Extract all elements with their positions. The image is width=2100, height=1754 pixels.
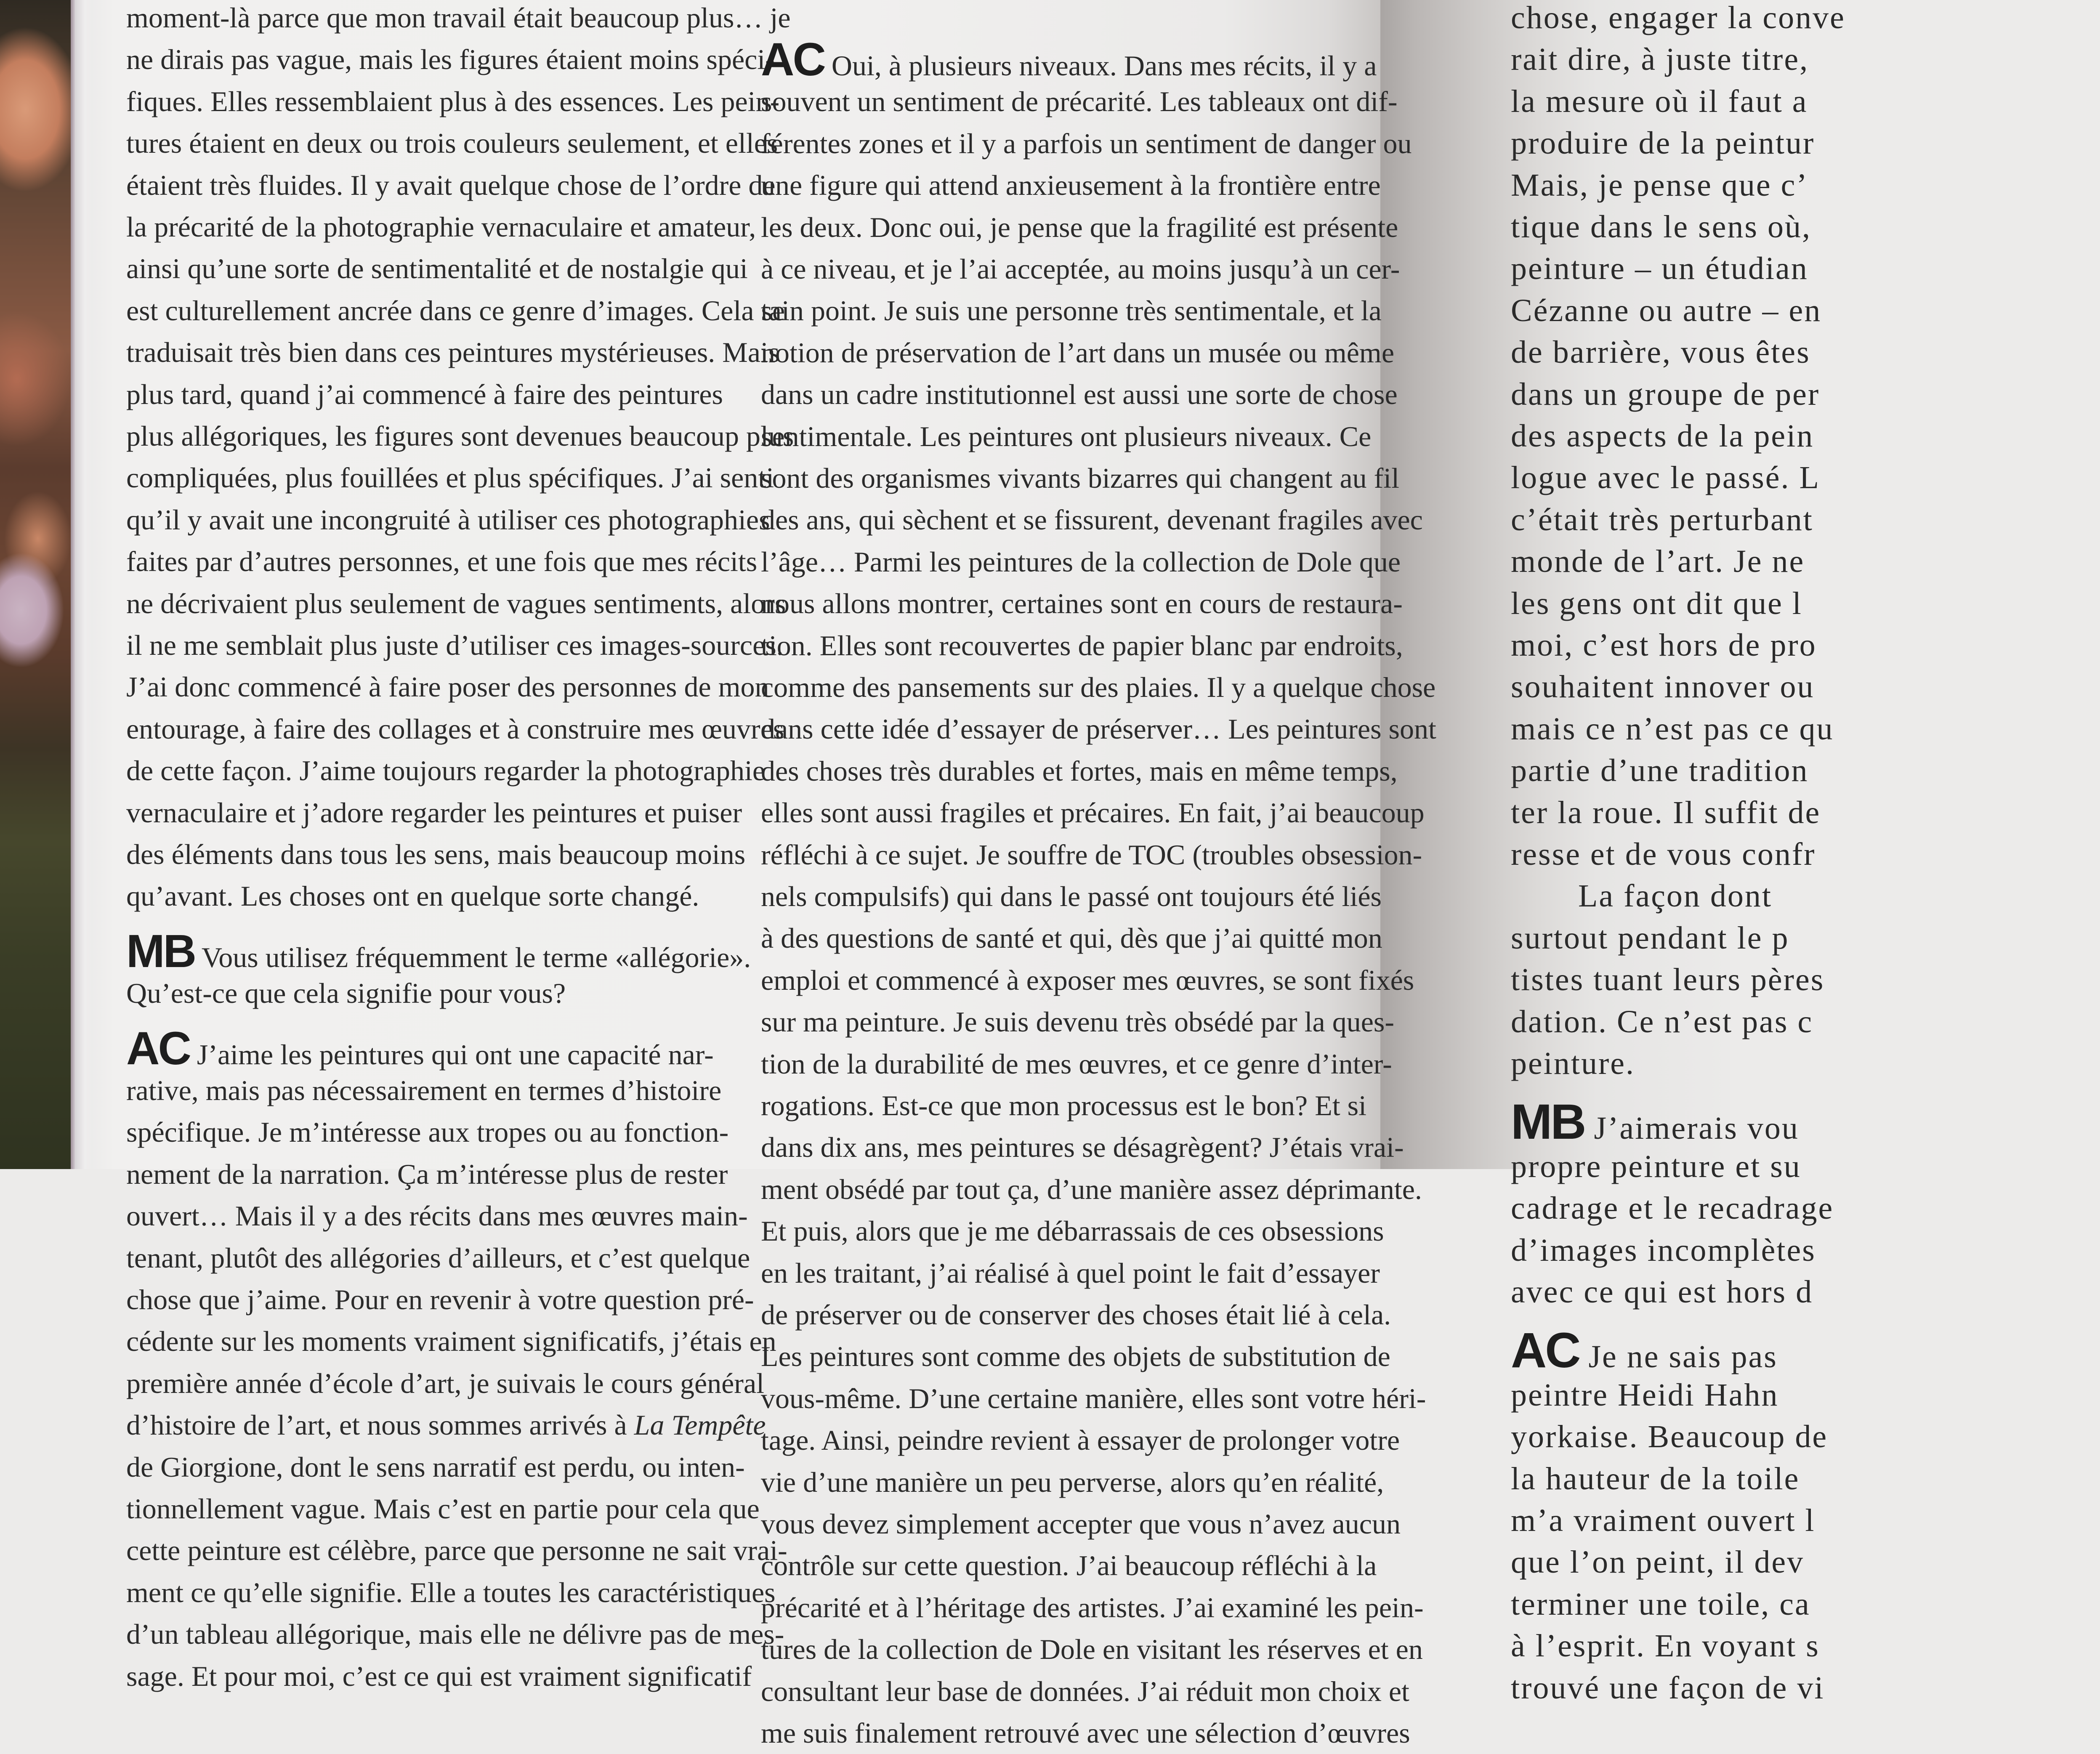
text-line: [126, 1195, 748, 1237]
text-line: [126, 708, 784, 750]
line-text: qu’il y avait une incongruité à utiliser ces photographies: [126, 503, 770, 536]
text-line: [126, 1153, 728, 1195]
right-page-clip: [1380, 0, 1845, 1706]
text-line: [126, 331, 780, 373]
text-line: [1511, 499, 2100, 541]
text-line: [761, 541, 1401, 583]
line-text: ne décrivaient plus seulement de vagues sentiments, alors: [126, 587, 786, 619]
line-text: Oui, à plusieurs niveaux. Dans mes récits, il y a: [831, 50, 1377, 82]
text-line: [761, 1670, 1409, 1712]
line-text: emploi et commencé à exposer mes œuvres, se sont fixés: [761, 964, 1414, 996]
text-line: [761, 248, 1400, 290]
text-line: [761, 750, 1398, 792]
text-line: [126, 247, 748, 290]
line-text: les gens ont dit que l: [1511, 585, 1802, 621]
text-line: [126, 1111, 729, 1153]
text-line: [1511, 708, 2100, 750]
text-line: [1511, 1374, 2100, 1416]
text-line: [761, 1252, 1380, 1294]
line-text: J’aime les peintures qui ont une capacité nar-: [197, 1038, 714, 1071]
line-text: il ne me semblait plus juste d’utiliser ces images-sources.: [126, 629, 784, 661]
text-line: [761, 415, 1372, 457]
text-line: [761, 1628, 1423, 1670]
text-line: [1511, 457, 2100, 499]
speaker-initials: AC: [1511, 1323, 1579, 1379]
line-text: dation. Ce n’est pas c: [1511, 1004, 1813, 1039]
question-line: [126, 925, 751, 977]
text-line: [1511, 959, 2100, 1001]
line-text: vous devez simplement accepter que vous n’avez aucun: [761, 1508, 1401, 1540]
text-line: [126, 415, 794, 457]
text-line: [761, 1712, 1410, 1754]
line-text: fiques. Elles ressemblaient plus à des essences. Les pein-: [126, 85, 780, 117]
text-line: [1511, 1416, 2100, 1458]
text-line: [126, 290, 785, 332]
line-text: d’histoire de l’art, et nous sommes arrivés à: [126, 1409, 627, 1441]
line-text: à des questions de santé et qui, dès que j’ai quitté mon: [761, 922, 1382, 954]
text-line: [1511, 331, 2100, 373]
line-text: que l’on peint, il dev: [1511, 1544, 1805, 1580]
text-line: [1511, 1499, 2100, 1541]
line-text: Cézanne ou autre – en: [1511, 292, 1822, 328]
text-line: [126, 1278, 754, 1321]
text-line: [1578, 875, 2100, 917]
line-text: La façon dont: [1578, 878, 1773, 914]
text-line: [1511, 1042, 2100, 1084]
text-line: [126, 833, 746, 875]
text-line: [126, 373, 723, 415]
line-text: contrôle sur cette question. J’ai beaucoup réfléchi à la: [761, 1549, 1377, 1582]
line-text: nement de la narration. Ça m’intéresse plus de rester: [126, 1158, 728, 1190]
text-line: [761, 959, 1414, 1001]
line-text: ne dirais pas vague, mais les figures étaient moins spéci-: [126, 43, 775, 76]
text-line: [126, 749, 766, 792]
line-text: des choses très durables et fortes, mais en même temps,: [761, 755, 1398, 787]
line-text: notion de préservation de l’art dans un musée ou même: [761, 336, 1394, 369]
text-line: [126, 1362, 765, 1404]
line-text: faites par d’autres personnes, et une fois que mes récits: [126, 545, 758, 578]
line-text: produire de la peintur: [1511, 125, 1815, 161]
text-line: [1511, 749, 2100, 792]
line-text: dans un groupe de per: [1511, 376, 1820, 412]
line-text: plus allégoriques, les figures sont devenues beaucoup plus: [126, 420, 794, 452]
text-line: [1511, 792, 2100, 834]
line-text: mais ce n’est pas ce qu: [1511, 711, 1834, 747]
line-text: propre peinture et su: [1511, 1148, 1801, 1184]
text-line: [761, 373, 1398, 415]
line-text: à l’esprit. En voyant s: [1511, 1628, 1820, 1664]
text-line: [1511, 1229, 2100, 1271]
line-text: tistes tuant leurs pères: [1511, 962, 1825, 998]
line-text: la précarité de la photographie vernaculaire et amateur,: [126, 211, 756, 243]
text-line: [761, 1210, 1384, 1252]
text-line: [761, 332, 1394, 374]
text-line: [761, 917, 1382, 959]
text-line: [761, 206, 1398, 248]
line-text: la hauteur de la toile: [1511, 1461, 1800, 1496]
text-line: [126, 457, 774, 499]
line-text: tures étaient en deux ou trois couleurs seulement, et elles: [126, 127, 778, 159]
question-line: [126, 972, 678, 1014]
text-line: [761, 666, 1436, 708]
speaker-initials: AC: [126, 1022, 190, 1074]
line-text: vous-même. D’une certaine manière, elles sont votre héri-: [761, 1382, 1426, 1414]
text-line: [126, 792, 742, 834]
page-rim: [75, 0, 92, 1169]
line-text: entourage, à faire des collages et à construire mes œuvres: [126, 712, 784, 745]
line-text: qu’avant. Les choses ont en quelque sorte changé.: [126, 880, 699, 912]
line-text: souvent un sentiment de précarité. Les tableaux ont dif-: [761, 85, 1398, 118]
text-line: [1511, 1458, 2100, 1500]
text-line: [761, 1544, 1377, 1587]
line-text: à ce niveau, et je l’ai acceptée, au moins jusqu’à un cer-: [761, 253, 1400, 285]
text-line: [761, 875, 1382, 917]
line-text: ment ce qu’elle signifie. Elle a toutes les caractéristiques: [126, 1576, 776, 1608]
text-line: [1511, 290, 2100, 332]
text-line: [761, 80, 1398, 122]
line-text: consultant leur base de données. J’ai réduit mon choix et: [761, 1675, 1409, 1707]
line-text: précarité et à l’héritage des artistes. J’ai examiné les pein-: [761, 1591, 1424, 1624]
line-text: Qu’est-ce que cela signifie pour vous?: [126, 977, 566, 1010]
line-text: nous allons montrer, certaines sont en cours de restaura-: [761, 587, 1403, 620]
line-text: me suis finalement retrouvé avec une sélection d’œuvres: [761, 1717, 1410, 1749]
text-line: [761, 708, 1436, 750]
line-text: m’a vraiment ouvert l: [1511, 1503, 1816, 1538]
line-text: tique dans le sens où,: [1511, 209, 1812, 244]
line-text: peinture – un étudian: [1511, 251, 1808, 287]
text-line: [126, 38, 775, 80]
text-line: [761, 582, 1403, 625]
text-line: [761, 625, 1403, 667]
text-line: [761, 1294, 1391, 1336]
line-text: comme des pansements sur des plaies. Il y a quelque chose: [761, 671, 1436, 703]
text-line: [126, 1404, 766, 1446]
line-text: dans cette idée d’essayer de préserver… Les peintures sont: [761, 713, 1436, 745]
painting-reproduction: [0, 0, 74, 1169]
text-line: [1511, 80, 2100, 122]
text-line: [761, 457, 1400, 499]
text-line: [126, 0, 791, 39]
line-text: tion de la durabilité de mes œuvres, et ce genre d’inter-: [761, 1047, 1392, 1080]
line-text: ment obsédé par tout ça, d’une manière assez déprimante.: [761, 1173, 1422, 1205]
line-text: avec ce qui est hors d: [1511, 1274, 1813, 1310]
line-text: cadrage et le recadrage: [1511, 1191, 1834, 1226]
line-text: tage. Ainsi, peindre revient à essayer de prolonger votre: [761, 1424, 1400, 1456]
text-line: [126, 666, 769, 708]
text-line: [126, 582, 786, 625]
text-line: [126, 1237, 750, 1279]
line-text: Les peintures sont comme des objets de substitution de: [761, 1340, 1390, 1373]
line-text: elles sont aussi fragiles et précaires. En fait, j’ai beaucoup: [761, 797, 1425, 829]
line-text: J’ai donc commencé à faire poser des personnes de mon: [126, 671, 769, 703]
text-line: [1511, 624, 2100, 666]
text-line: [1511, 0, 2100, 39]
text-line: [126, 80, 780, 122]
line-text: rait dire, à juste titre,: [1511, 42, 1809, 77]
text-line: [761, 499, 1423, 541]
text-line: [1511, 1625, 2100, 1667]
question-line: [1511, 1094, 2100, 1150]
answer-line: [1511, 1323, 2100, 1379]
text-line: [761, 1126, 1404, 1168]
text-line: [761, 122, 1412, 165]
line-text: de Giorgione, dont le sens narratif est perdu, ou inten-: [126, 1451, 745, 1483]
line-text: Mais, je pense que c’: [1511, 167, 1808, 203]
text-line: [761, 1043, 1392, 1085]
line-text: logue avec le passé. L: [1511, 460, 1820, 496]
line-text: d’un tableau allégorique, mais elle ne délivre pas de mes-: [126, 1618, 784, 1650]
line-text: tenant, plutôt des allégories d’ailleurs, et c’est quelque: [126, 1241, 750, 1274]
line-text: ouvert… Mais il y a des récits dans mes œuvres main-: [126, 1200, 748, 1232]
line-text: sont des organismes vivants bizarres qui changent au fil: [761, 462, 1400, 494]
line-text: Vous utilisez fréquemment le terme «allégorie».: [201, 941, 751, 973]
line-text: chose, engager la conve: [1511, 0, 1845, 35]
line-text: tion. Elles sont recouvertes de papier blanc par endroits,: [761, 629, 1403, 662]
line-text: partie d’une tradition: [1511, 753, 1809, 789]
answer-line: [126, 1022, 714, 1074]
text-line: [126, 624, 784, 666]
line-text: peintre Heidi Hahn: [1511, 1377, 1779, 1413]
text-line: [761, 1001, 1394, 1043]
answer-line: [761, 34, 1377, 85]
line-text: resse et de vous confr: [1511, 837, 1816, 872]
text-line: [1511, 582, 2100, 625]
line-text: vernaculaire et j’adore regarder les peintures et puiser: [126, 796, 742, 829]
line-text: d’images incomplètes: [1511, 1232, 1816, 1268]
line-text: plus tard, quand j’ai commencé à faire des peintures: [126, 378, 723, 410]
line-text: J’aimerais vou: [1594, 1111, 1799, 1146]
text-line: [126, 499, 770, 541]
text-line: [1511, 1001, 2100, 1043]
line-text: dans un cadre institutionnel est aussi une sorte de chose: [761, 378, 1398, 411]
text-line: [761, 164, 1381, 206]
line-text: ter la roue. Il suffit de: [1511, 795, 1821, 830]
line-text: dans dix ans, mes peintures se désagrègent? J’étais vrai-: [761, 1131, 1404, 1164]
text-line: [1511, 415, 2100, 457]
line-text: Je ne sais pas: [1588, 1339, 1778, 1375]
line-text: les deux. Donc oui, je pense que la fragilité est présente: [761, 211, 1398, 243]
text-line: [1511, 1187, 2100, 1229]
line-text: une figure qui attend anxieusement à la frontière entre: [761, 169, 1381, 202]
text-line: [1511, 540, 2100, 582]
text-line: [761, 1587, 1424, 1629]
text-line: [126, 1069, 722, 1111]
line-text: monde de l’art. Je ne: [1511, 544, 1805, 579]
text-line: [1511, 833, 2100, 875]
line-text: de cette façon. J’aime toujours regarder la photographie: [126, 755, 766, 787]
line-text: la mesure où il faut a: [1511, 83, 1808, 119]
line-text: réfléchi à ce sujet. Je souffre de TOC (troubles obsession-: [761, 838, 1422, 871]
text-line: [761, 792, 1425, 834]
line-text: souhaitent innover ou: [1511, 669, 1815, 705]
line-text: compliquées, plus fouillées et plus spécifiques. J’ai senti: [126, 462, 774, 494]
line-text: tain point. Je suis une personne très sentimentale, et la: [761, 295, 1382, 327]
text-line: [761, 1461, 1384, 1503]
line-text: terminer une toile, ca: [1511, 1586, 1810, 1622]
text-line: [126, 1571, 776, 1613]
text-line: [126, 875, 699, 917]
text-line: [1511, 917, 2100, 959]
text-line: [1511, 1541, 2100, 1583]
line-text: première année d’école d’art, je suivais le cours général: [126, 1367, 765, 1399]
line-text: moment-là parce que mon travail était beaucoup plus… je: [126, 2, 791, 34]
text-line: [1511, 122, 2100, 164]
line-text: de barrière, vous êtes: [1511, 335, 1810, 370]
text-line: [1511, 247, 2100, 290]
text-line: [1511, 1583, 2100, 1625]
text-line: [1511, 164, 2100, 206]
text-line: [126, 1488, 760, 1530]
text-line: [1511, 1145, 2100, 1188]
line-text: nels compulsifs) qui dans le passé ont toujours été liés: [761, 880, 1382, 912]
line-text: ainsi qu’une sorte de sentimentalité et de nostalgie qui: [126, 252, 748, 285]
text-line: [126, 1655, 752, 1697]
text-line: [761, 1335, 1390, 1377]
line-text: trouvé une façon de vi: [1511, 1670, 1825, 1706]
line-text: rative, mais pas nécessairement en termes d’histoire: [126, 1074, 722, 1106]
line-text: chose que j’aime. Pour en revenir à votre question pré-: [126, 1284, 754, 1316]
line-text: sur ma peinture. Je suis devenu très obsédé par la ques-: [761, 1006, 1394, 1038]
text-line: [1511, 666, 2100, 708]
text-line: [126, 540, 758, 582]
text-line: [126, 122, 778, 164]
text-line: [761, 1419, 1400, 1461]
text-line: [761, 1168, 1422, 1210]
line-text: étaient très fluides. Il y avait quelque chose de l’ordre de: [126, 169, 776, 201]
line-text: cédente sur les moments vraiment significatifs, j’étais en: [126, 1325, 776, 1358]
speaker-initials: MB: [1511, 1094, 1585, 1150]
line-text: est culturellement ancrée dans ce genre d’images. Cela se: [126, 294, 785, 327]
text-line: [761, 290, 1382, 332]
line-text: peinture.: [1511, 1046, 1635, 1081]
line-text: des éléments dans tous les sens, mais beaucoup moins: [126, 838, 746, 870]
text-line: [126, 1320, 776, 1362]
text-line: [761, 1503, 1401, 1545]
artwork-title: La Tempête: [634, 1409, 766, 1441]
line-text: des aspects de la pein: [1511, 418, 1814, 454]
line-text: yorkaise. Beaucoup de: [1511, 1419, 1828, 1455]
line-text: des ans, qui sèchent et se fissurent, devenant fragiles avec: [761, 504, 1423, 536]
text-line: [761, 834, 1422, 876]
line-text: l’âge… Parmi les peintures de la collection de Dole que: [761, 545, 1401, 578]
line-text: férentes zones et il y a parfois un sentiment de danger ou: [761, 127, 1412, 159]
line-text: sentimentale. Les peintures ont plusieurs niveaux. Ce: [761, 420, 1372, 452]
text-line: [1511, 1667, 2100, 1709]
text-line: [126, 164, 776, 206]
text-line: [126, 1446, 745, 1488]
line-text: rogations. Est-ce que mon processus est le bon? Et si: [761, 1090, 1367, 1121]
line-text: sage. Et pour moi, c’est ce qui est vraiment significatif: [126, 1660, 752, 1692]
text-line: [1511, 373, 2100, 415]
line-text: traduisait très bien dans ces peintures mystérieuses. Mais: [126, 336, 780, 369]
line-text: moi, c’est hors de pro: [1511, 627, 1817, 663]
text-line: [126, 1529, 787, 1571]
text-line: [1511, 206, 2100, 248]
line-text: tures de la collection de Dole en visitant les réserves et en: [761, 1633, 1423, 1666]
line-text: vie d’une manière un peu perverse, alors qu’en réalité,: [761, 1466, 1384, 1498]
speaker-initials: AC: [761, 34, 824, 85]
text-line: [761, 1084, 1367, 1127]
text-line: [1511, 38, 2100, 80]
speaker-initials: MB: [126, 925, 195, 977]
line-text: spécifique. Je m’intéresse aux tropes ou au fonction-: [126, 1116, 729, 1148]
line-text: Et puis, alors que je me débarrassais de ces obsessions: [761, 1215, 1384, 1247]
text-line: [126, 206, 756, 248]
text-line: [126, 1613, 784, 1655]
line-text: tionnellement vague. Mais c’est en partie pour cela que: [126, 1493, 760, 1525]
line-text: de préserver ou de conserver des choses était lié à cela.: [761, 1299, 1391, 1331]
line-text: en les traitant, j’ai réalisé à quel point le fait d’essayer: [761, 1257, 1380, 1289]
line-text: surtout pendant le p: [1511, 920, 1789, 956]
text-line: [1511, 1271, 2100, 1313]
text-line: [761, 1377, 1426, 1419]
line-text: c’était très perturbant: [1511, 502, 1813, 537]
line-text: cette peinture est célèbre, parce que personne ne sait vrai-: [126, 1534, 787, 1567]
